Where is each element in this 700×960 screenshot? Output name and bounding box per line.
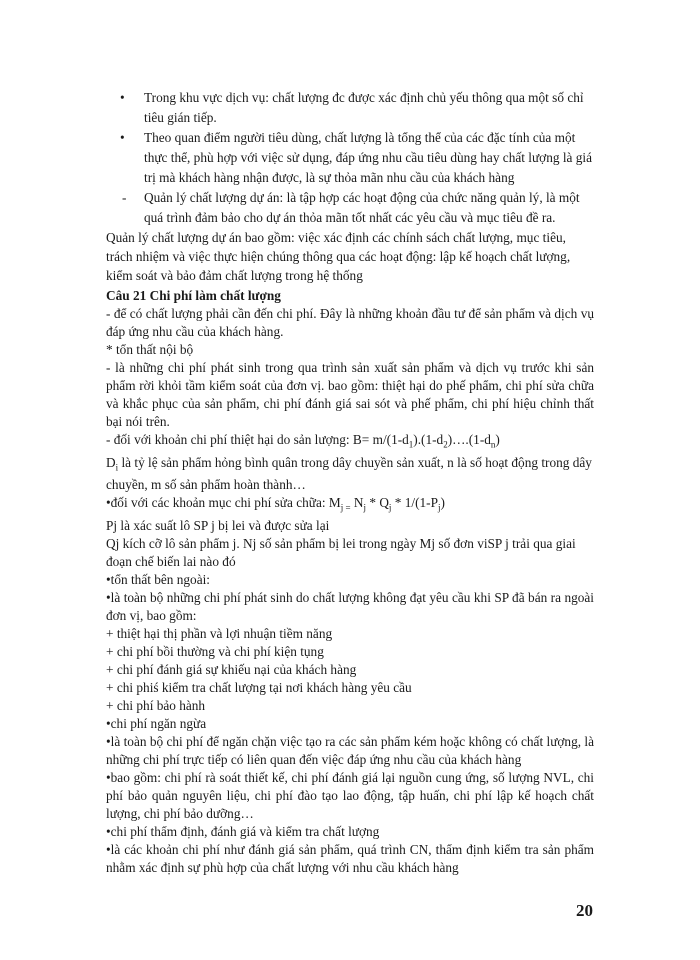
page-content — [106, 88, 594, 877]
paragraph: $D_i$ là tỷ lệ sản phẩm hỏng bình quân trong dây chuyền sản xuất, n là số hoạt động trong dây chuyền, m số sản phẩm hoàn thành… — [106, 454, 592, 493]
paragraph: * tổn thất nội bộ — [106, 342, 194, 357]
plus-item: + chi phí bảo hành — [106, 697, 206, 713]
paragraph: Qj kích cỡ lô sản phẩm j. Nj số sản phẩm bị lei trong ngày Mj số đơn viSP j trải qua giai đoạn chế biến lai nào đó — [106, 535, 576, 569]
plus-item: + chi phí bồi thường và chi phí kiện tụng — [106, 643, 324, 659]
section-heading: Câu 21 Chi phí làm chất lượng — [106, 288, 281, 303]
paragraph: •là toàn bộ chi phí để ngăn chặn việc tạo ra các sản phẩm kém hoặc không có chất lượng, là những chi phí trực tiếp có liên quan đến việc đáp ứng nhu cầu của khách hàng — [106, 733, 594, 767]
formula-line: •đối với các khoản mục chi phí sửa chữa: $M_{j =}$ $N_j * Q_j * 1/(1-P_j)$ — [106, 495, 445, 513]
list-item-text: Trong khu vực dịch vụ: chất lượng đc được xác định chủ yếu thông qua một số chỉ tiêu gián tiếp. — [144, 90, 584, 125]
list-item-text: Theo quan điểm người tiêu dùng, chất lượng là tổng thể của các đặc tính của một thực thể, phù hợp với việc sử dụng, đáp ứng nhu cầu tiêu dùng hay chất lượng là giá trị mà khách hàng nhận được, là sự thỏa mãn nhu cầu của khách hàng — [144, 130, 592, 185]
list-item-text: Quản lý chất lượng dự án: là tập hợp các hoạt động của chức năng quản lý, là một quá trình đảm bảo cho dự án thỏa mãn tốt nhất các yêu cầu và mục tiêu đề ra. — [144, 190, 580, 225]
list-item — [106, 88, 594, 128]
bullet-marker: • — [120, 90, 125, 105]
paragraph: •chi phí thẩm định, đánh giá và kiểm tra chất lượng — [106, 823, 380, 839]
bullet-marker: • — [120, 130, 125, 145]
intro-paragraph: Quản lý chất lượng dự án bao gồm: việc xác định các chính sách chất lượng, mục tiêu, trách nhiệm và việc thực hiện chúng thông qua các hoạt động: lập kế hoạch chất lượng, kiểm soát và bảo đảm chất lượng trong hệ thống — [106, 230, 571, 283]
list-item — [106, 188, 594, 228]
page-number: 20 — [576, 901, 593, 920]
paragraph: Pj là xác suất lô SP j bị lei và được sửa lại — [106, 517, 330, 533]
paragraph: - là những chi phí phát sinh trong qua trình sản xuất sản phẩm và dịch vụ trước khi sản phẩm rời khỏi tầm kiểm soát của đơn vị. bao gồm: thiệt hại do phế phẩm, chi phí sửa chữa và khắc phục của sản phẩm, chi phí đánh giá sai sót và phế phẩm, chi phí hiệu chỉnh thất bại nói trên. — [106, 360, 594, 429]
plus-item: + chi phí đánh giá sự khiếu nại của khách hàng — [106, 661, 357, 677]
paragraph: •là toàn bộ những chi phí phát sinh do chất lượng không đạt yêu cầu khi SP đã bán ra ngoài đơn vị, bao gồm: — [106, 589, 594, 623]
dash-marker: - — [122, 190, 127, 205]
paragraph: - để có chất lượng phải cần đến chi phí. Đây là những khoản đầu tư để sản phẩm và dịch vụ đáp ứng nhu cầu của khách hàng. — [106, 306, 594, 339]
list-item — [106, 128, 594, 188]
plus-item: + chi phiś kiểm tra chất lượng tại nơi khách hàng yêu cầu — [106, 679, 412, 695]
paragraph: •chi phí ngăn ngừa — [106, 715, 207, 731]
plus-item: + thiệt hại thị phần và lợi nhuận tiềm năng — [106, 625, 333, 641]
paragraph: •tổn thất bên ngoài: — [106, 571, 210, 587]
formula-line: - đối với khoản chi phí thiệt hại do sản lượng: $B= m/(1-d_1).(1-d_2)\dots.(1-d_n)$ — [106, 432, 500, 450]
paragraph: •bao gồm: chi phí rà soát thiết kế, chi phí đánh giá lại nguồn cung ứng, số lượng NVL, chi phí bảo quản nguyên liệu, chi phí đào tạo lao động, tập huấn, chi phí lập kế hoạch chất lượng, chi phí bảo dưỡng… — [106, 769, 594, 821]
paragraph: •là các khoản chi phí như đánh giá sản phẩm, quá trình CN, thẩm định kiểm tra sản phẩm nhằm xác định sự phù hợp của chất lượng với nhu cầu khách hàng — [106, 841, 594, 875]
